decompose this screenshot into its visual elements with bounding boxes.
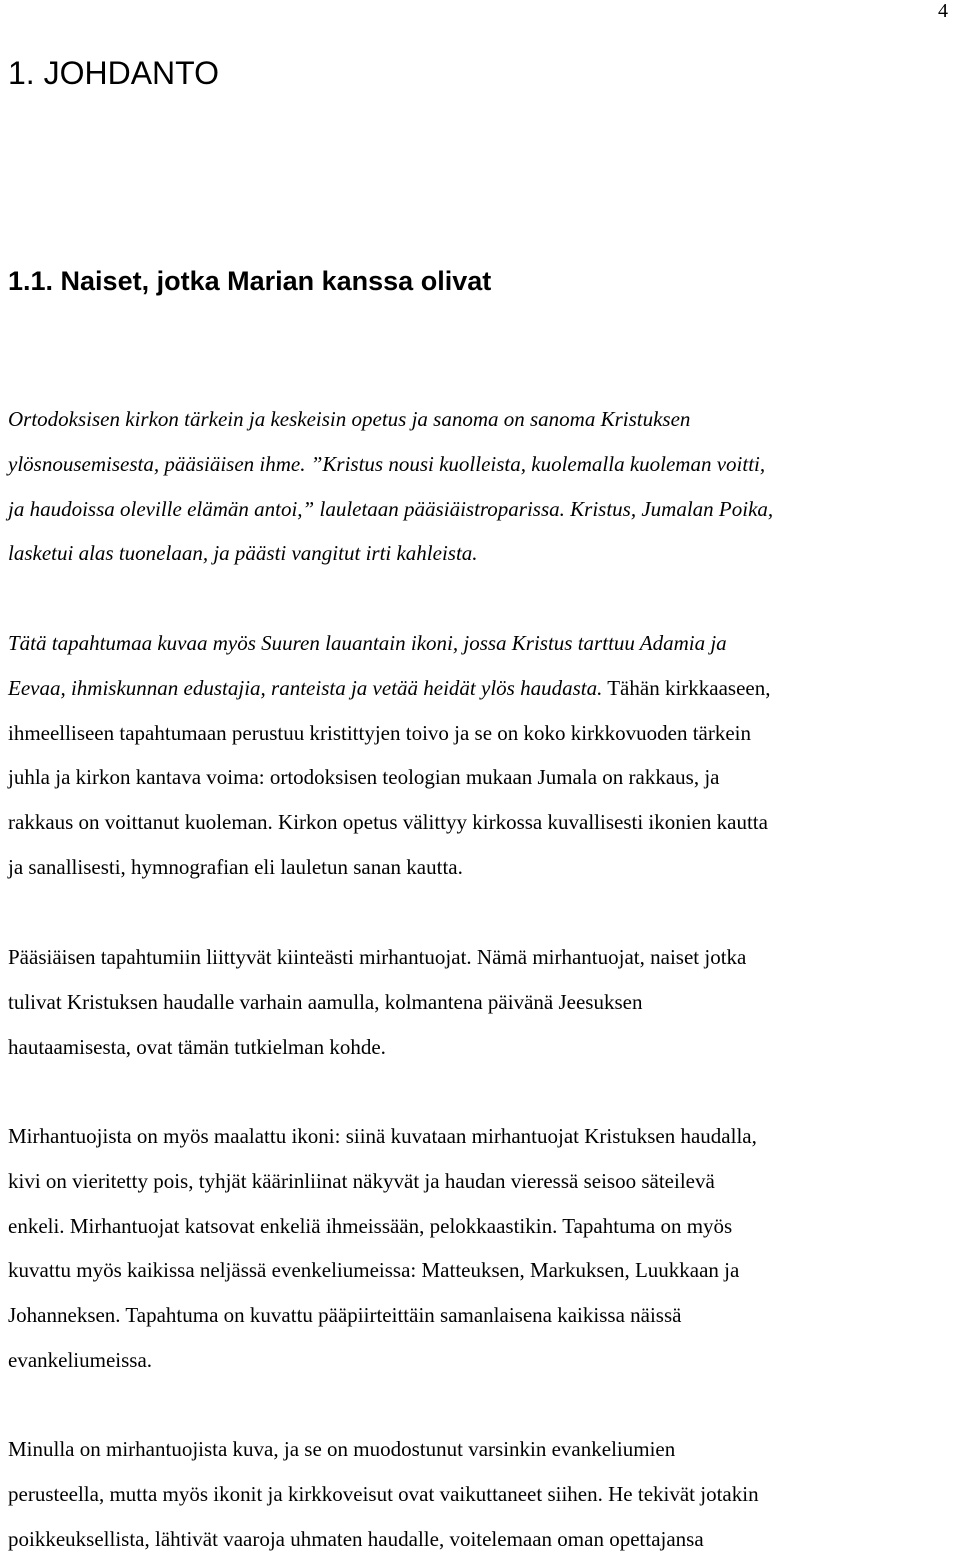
section-heading: 1.1. Naiset, jotka Marian kanssa olivat — [8, 266, 492, 296]
paragraph-2 — [8, 621, 770, 890]
text-line: poikkeuksellista, lähtivät vaaroja uhmaten haudalle, voitelemaan oman opettajansa — [8, 1526, 704, 1551]
page-number: 4 — [938, 0, 948, 22]
text-line: ylösnousemisesta, pääsiäisen ihme. ”Kristus nousi kuolleista, kuolemalla kuoleman voitti, — [8, 451, 766, 476]
text-line: Johanneksen. Tapahtuma on kuvattu pääpiirteittäin samanlaisena kaikissa näissä — [8, 1303, 682, 1328]
text-line: evankeliumeissa. — [8, 1347, 153, 1372]
paragraph-1 — [8, 397, 773, 576]
text-line: Mirhantuojista on myös maalattu ikoni: siinä kuvataan mirhantuojat Kristuksen haudalla, — [8, 1124, 757, 1148]
text-line: ja sanallisesti, hymnografian eli lauletun sanan kautta. — [8, 854, 463, 879]
text-line: lasketui alas tuonelaan, ja päästi vangitut irti kahleista. — [8, 541, 478, 566]
paragraph-5 — [8, 1427, 759, 1561]
text-line: ja haudoissa oleville elämän antoi,” lauletaan pääsiäistroparissa. Kristus, Jumalan Poika, — [8, 496, 774, 521]
text-line: kuvattu myös kaikissa neljässä evenkeliumeissa: Matteuksen, Markuksen, Luukkaan ja — [8, 1258, 740, 1283]
paragraph-3 — [8, 935, 746, 1069]
text-line: enkeli. Mirhantuojat katsovat enkeliä ihmeissään, pelokkaastikin. Tapahtuma on myös — [8, 1213, 733, 1238]
text-line: Minulla on mirhantuojista kuva, ja se on muodostunut varsinkin evankeliumien — [8, 1437, 676, 1461]
text-line: Eevaa, ihmiskunnan edustajia, ranteista ja vetää heidät ylös haudasta. Tähän kirkkaaseen, — [8, 675, 771, 700]
paragraph-4 — [8, 1114, 757, 1383]
text-line: juhla ja kirkon kantava voima: ortodoksisen teologian mukaan Jumala on rakkaus, ja — [8, 765, 720, 790]
text-line: hautaamisesta, ovat tämän tutkielman kohde. — [8, 1034, 386, 1059]
text-line: Pääsiäisen tapahtumiin liittyvät kiinteästi mirhantuojat. Nämä mirhantuojat, naiset jotka — [8, 945, 747, 969]
text-line: kivi on vieritetty pois, tyhjät käärinliinat näkyvät ja haudan vieressä seisoo säteilevä — [8, 1168, 715, 1193]
text-line: perusteella, mutta myös ikonit ja kirkkoveisut ovat vaikuttaneet siihen. He tekivät jotakin — [8, 1481, 759, 1506]
text-line: Tätä tapahtumaa kuvaa myös Suuren lauantain ikoni, jossa Kristus tarttuu Adamia ja — [8, 631, 727, 655]
text-line: tulivat Kristuksen haudalle varhain aamulla, kolmantena päivänä Jeesuksen — [8, 989, 643, 1014]
text-line: rakkaus on voittanut kuoleman. Kirkon opetus välittyy kirkossa kuvallisesti ikonien kautta — [8, 810, 768, 835]
text-line: Ortodoksisen kirkon tärkein ja keskeisin opetus ja sanoma on sanoma Kristuksen — [8, 407, 691, 431]
text-line: ihmeelliseen tapahtumaan perustuu kristittyjen toivo ja se on koko kirkkovuoden tärkein — [8, 720, 751, 745]
chapter-heading: 1. JOHDANTO — [8, 55, 219, 91]
